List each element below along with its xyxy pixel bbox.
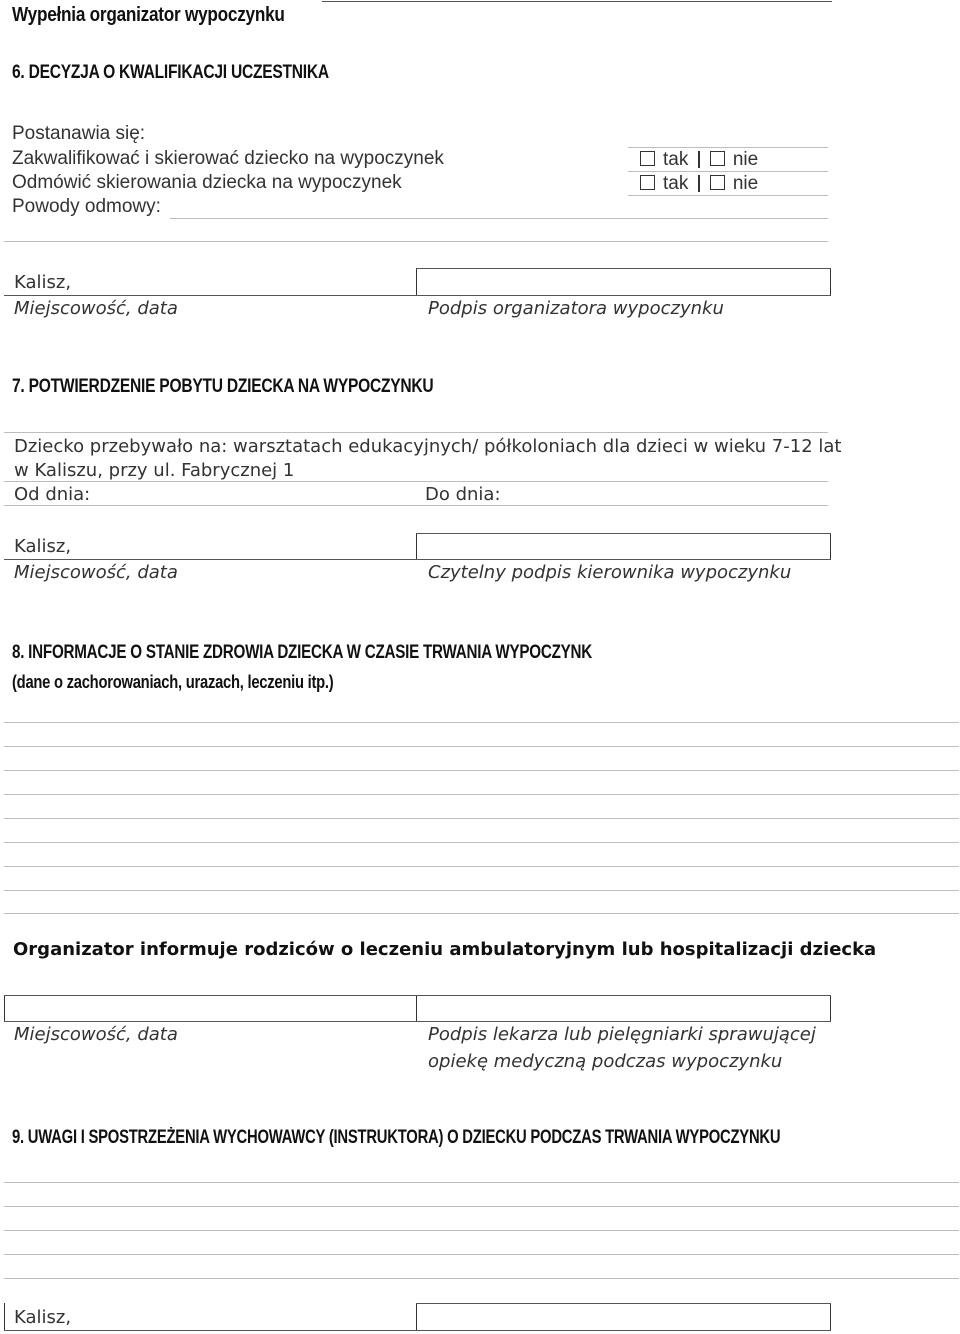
health-info-line-8[interactable] (4, 890, 959, 891)
signature-right-edge (830, 995, 831, 1022)
signature-left-edge (4, 995, 5, 1022)
s8-place-date-label: Miejscowość, data (14, 1024, 178, 1045)
s8-medic-signature-label-line-1: Podpis lekarza lub pielęgniarki sprawującej (428, 1024, 816, 1045)
health-info-line-5[interactable] (4, 818, 959, 819)
section-8-subtitle: (dane o zachorowaniach, urazach, leczeniu itp.) (12, 672, 334, 692)
signature-box-top (416, 268, 831, 269)
qualify-top-rule (628, 147, 828, 148)
signature-box-top (4, 995, 831, 996)
refusal-reasons-line-1[interactable] (170, 218, 828, 219)
qualify-rule (628, 171, 828, 172)
health-info-line-9[interactable] (4, 913, 959, 914)
refuse-no-label: nie (732, 173, 759, 194)
s7-signature-line[interactable] (4, 559, 831, 560)
s9-signature-line[interactable] (4, 1330, 831, 1331)
s6-organizer-signature-label: Podpis organizatora wypoczynku (428, 298, 724, 319)
s8-signature-line[interactable] (4, 1021, 831, 1022)
signature-divider (416, 995, 417, 1022)
refusal-reasons-label: Powody odmowy: (12, 196, 161, 217)
signature-right-edge (830, 533, 831, 560)
s7-top-rule (4, 432, 828, 433)
remarks-line-4[interactable] (4, 1254, 959, 1255)
s6-signature-line[interactable] (4, 295, 831, 296)
signature-divider (416, 533, 417, 560)
s7-dates-rule[interactable] (4, 505, 828, 506)
health-info-line-6[interactable] (4, 842, 959, 843)
to-date-label: Do dnia: (425, 484, 501, 505)
refuse-yes-checkbox[interactable] (640, 175, 655, 190)
health-info-line-1[interactable] (4, 722, 959, 723)
section-8-title: 8. INFORMACJE O STANIE ZDROWIA DZIECKA W CZASIE TRWANIA WYPOCZYNK (12, 642, 593, 663)
signature-divider (416, 268, 417, 296)
section-6-title: 6. DECYZJA O KWALIFIKACJI UCZESTNIKA (12, 62, 329, 83)
health-info-line-4[interactable] (4, 794, 959, 795)
signature-box-top (416, 1303, 831, 1304)
s7-stay-line-1: Dziecko przebywało na: warsztatach edukacyjnych/ półkoloniach dla dzieci w wieku 7-12 lat (14, 436, 842, 457)
header-rule (322, 1, 832, 2)
s7-manager-signature-label: Czytelny podpis kierownika wypoczynku (428, 562, 792, 583)
remarks-line-5[interactable] (4, 1278, 959, 1279)
remarks-line-3[interactable] (4, 1230, 959, 1231)
s7-dates-top-rule (4, 481, 828, 482)
refuse-label: Odmówić skierowania dziecka na wypoczynek (12, 172, 402, 193)
refusal-reasons-line-2[interactable] (4, 241, 828, 242)
s6-place-date-label: Miejscowość, data (14, 298, 178, 319)
qualify-no-checkbox[interactable] (710, 151, 725, 166)
yes-no-separator (698, 151, 700, 168)
qualify-yes-label: tak (663, 149, 689, 170)
qualify-yes-no (640, 149, 758, 171)
health-info-line-2[interactable] (4, 746, 959, 747)
refuse-yes-no (640, 173, 758, 195)
s6-place-value: Kalisz, (14, 272, 72, 293)
signature-box-top (416, 533, 831, 534)
postanawia-label: Postanawia się: (12, 123, 146, 144)
health-info-line-7[interactable] (4, 866, 959, 867)
section-9-title: 9. UWAGI I SPOSTRZEŻENIA WYCHOWAWCY (INSTRUKTORA) O DZIECKU PODCZAS TRWANIA WYPOCZYNKU (12, 1127, 781, 1148)
s9-place-value: Kalisz, (14, 1307, 72, 1328)
form-header-title: Wypełnia organizator wypoczynku (12, 4, 285, 26)
from-date-label: Od dnia: (14, 484, 91, 505)
yes-no-separator (698, 175, 700, 192)
remarks-line-1[interactable] (4, 1182, 959, 1183)
signature-right-edge (830, 1303, 831, 1331)
section-7-title: 7. POTWIERDZENIE POBYTU DZIECKA NA WYPOCZYNKU (12, 376, 434, 397)
signature-divider (416, 1303, 417, 1331)
hospitalization-notice: Organizator informuje rodziców o leczeniu ambulatoryjnym lub hospitalizacji dziecka (13, 939, 877, 960)
signature-left-edge (4, 1303, 5, 1331)
signature-right-edge (830, 268, 831, 296)
refuse-yes-label: tak (663, 173, 689, 194)
qualify-yes-checkbox[interactable] (640, 151, 655, 166)
s8-medic-signature-label-line-2: opiekę medyczną podczas wypoczynku (428, 1051, 783, 1072)
remarks-line-2[interactable] (4, 1206, 959, 1207)
refuse-rule (628, 195, 828, 196)
s7-place-date-label: Miejscowość, data (14, 562, 178, 583)
health-info-line-3[interactable] (4, 770, 959, 771)
qualify-label: Zakwalifikować i skierować dziecko na wypoczynek (12, 148, 444, 169)
s7-stay-line-2: w Kaliszu, przy ul. Fabrycznej 1 (14, 460, 295, 481)
refuse-no-checkbox[interactable] (710, 175, 725, 190)
qualify-no-label: nie (732, 149, 759, 170)
s7-place-value: Kalisz, (14, 536, 72, 557)
